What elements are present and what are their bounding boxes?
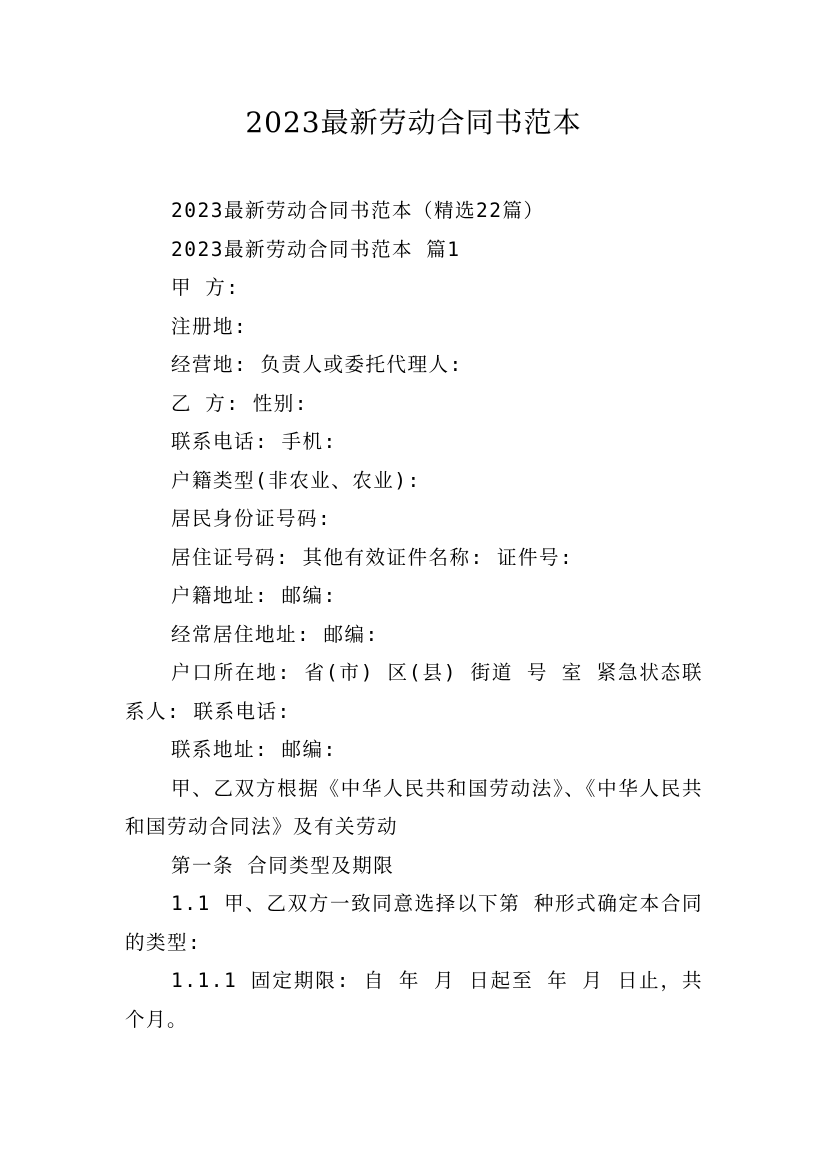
paragraph-legal-basis: 甲、乙双方根据《中华人民共和国劳动法》、《中华人民共和国劳动合同法》及有关劳动 xyxy=(125,776,703,838)
paragraph-article-one-heading: 第一条 合同类型及期限 xyxy=(171,853,395,877)
paragraph-usual-address: 经常居住地址: 邮编: xyxy=(171,622,379,646)
paragraph-party-b: 乙 方: 性别: xyxy=(171,391,308,415)
paragraph-contact-phone: 联系电话: 手机: xyxy=(171,430,337,453)
paragraph-subtitle: 2023最新劳动合同书范本（精选22篇） xyxy=(171,199,545,222)
paragraph-party-a: 甲 方: xyxy=(171,276,240,299)
paragraph-clause-1-1: 1.1 甲、乙双方一致同意选择以下第 种形式确定本合同的类型: xyxy=(125,892,703,954)
paragraph-household-address: 户籍地址: 邮编: xyxy=(171,584,337,607)
paragraph-contact-address: 联系地址: 邮编: xyxy=(171,738,337,761)
document-title: 2023最新劳动合同书范本 xyxy=(245,106,582,139)
paragraph-business-address: 经营地: 负责人或委托代理人: xyxy=(171,353,463,376)
paragraph-section-heading: 2023最新劳动合同书范本 篇1 xyxy=(171,237,461,261)
paragraph-household-type: 户籍类型(非农业、农业): xyxy=(171,468,421,492)
paragraph-id-number: 居民身份证号码: xyxy=(171,507,332,530)
paragraph-clause-1-1-1: 1.1.1 固定期限: 自 年 月 日起至 年 月 日止，共 个月。 xyxy=(125,969,703,1031)
paragraph-household-location: 户口所在地: 省(市) 区(县) 街道 号 室 紧急状态联系人: 联系电话: xyxy=(125,661,703,723)
paragraph-registered-address: 注册地: xyxy=(171,314,248,338)
paragraph-residence-permit: 居住证号码: 其他有效证件名称: 证件号: xyxy=(171,545,574,569)
document-body xyxy=(125,192,703,1039)
